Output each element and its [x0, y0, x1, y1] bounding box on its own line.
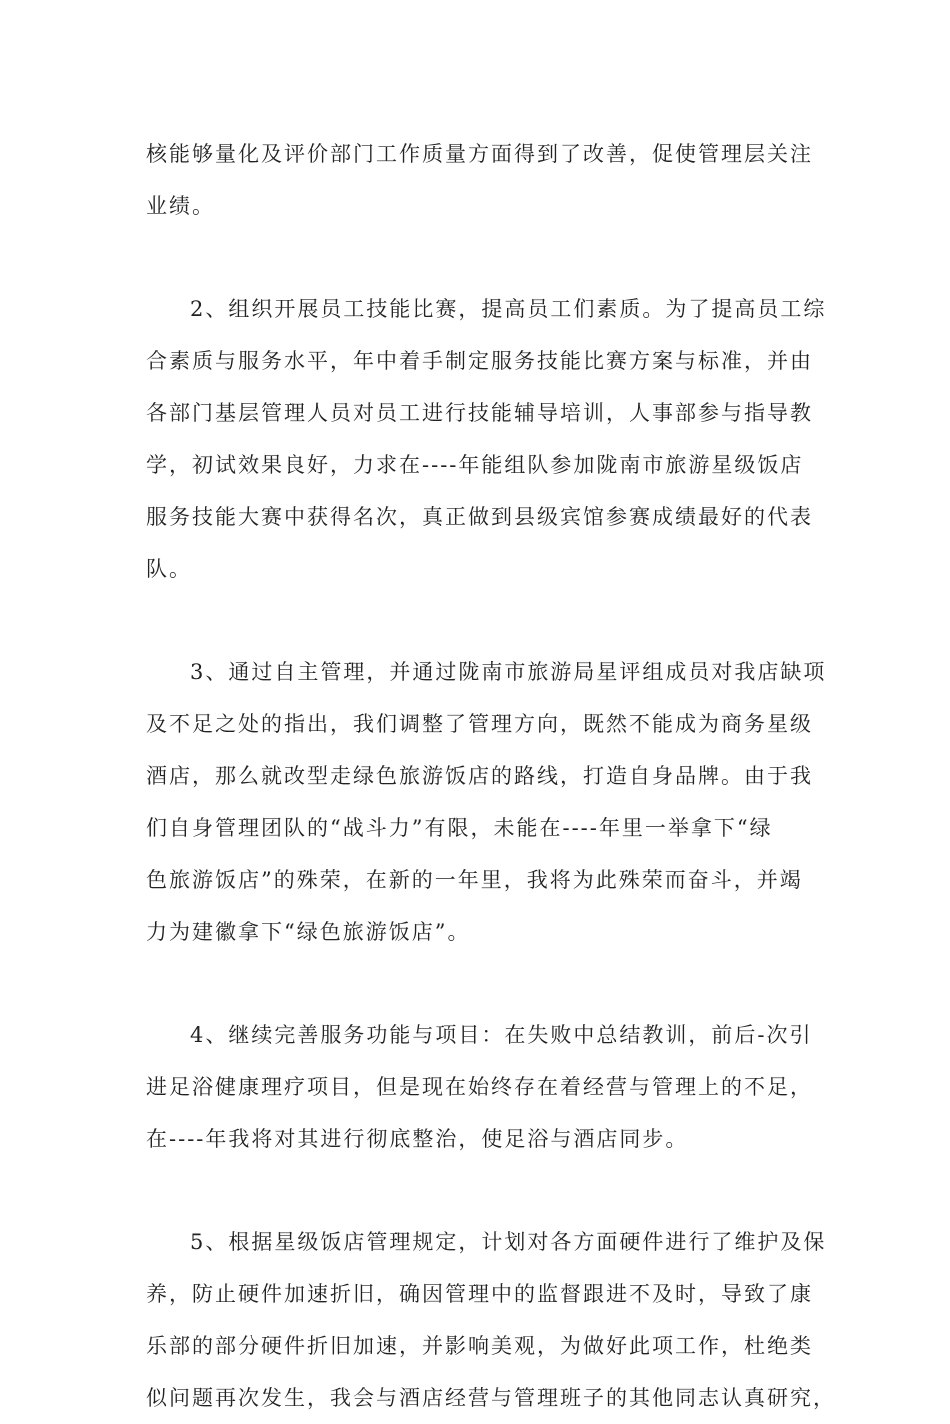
text-line: 合素质与服务水平，年中着手制定服务技能比赛方案与标准，并由: [146, 349, 813, 373]
text-line: 学，初试效果良好，力求在----年能组队参加陇南市旅游星级饭店: [146, 453, 804, 477]
paragraph-continuation: [146, 128, 813, 232]
text-line: 力为建徽拿下“绿色旅游饭店”。: [146, 920, 471, 944]
text-line: 4、继续完善服务功能与项目：在失败中总结教训，前后-次引: [190, 1023, 813, 1047]
text-line: 色旅游饭店”的殊荣，在新的一年里，我将为此殊荣而奋斗，并竭: [146, 868, 803, 892]
text-line: 进足浴健康理疗项目，但是现在始终存在着经营与管理上的不足，: [146, 1075, 813, 1099]
text-line: 业绩。: [146, 194, 215, 218]
text-line: 5、根据星级饭店管理规定，计划对各方面硬件进行了维护及保: [190, 1230, 827, 1254]
text-line: 2、组织开展员工技能比赛，提高员工们素质。为了提高员工综: [190, 297, 827, 321]
text-line: 各部门基层管理人员对员工进行技能辅导培训，人事部参与指导教: [146, 401, 813, 425]
paragraph-item-3: [146, 646, 827, 958]
text-line: 酒店，那么就改型走绿色旅游饭店的路线，打造自身品牌。由于我: [146, 764, 813, 788]
text-line: 3、通过自主管理，并通过陇南市旅游局星评组成员对我店缺项: [190, 660, 827, 684]
paragraph-item-2: [146, 283, 827, 595]
text-line: 似问题再次发生，我会与酒店经营与管理班子的其他同志认真研究，: [146, 1386, 836, 1410]
text-line: 在----年我将对其进行彻底整治，使足浴与酒店同步。: [146, 1127, 689, 1151]
text-line: 及不足之处的指出，我们调整了管理方向，既然不能成为商务星级: [146, 712, 813, 736]
document-body: [146, 128, 836, 1424]
text-line: 核能够量化及评价部门工作质量方面得到了改善，促使管理层关注: [146, 142, 813, 166]
text-line: 乐部的部分硬件折旧加速，并影响美观，为做好此项工作，杜绝类: [146, 1334, 813, 1358]
text-line: 们自身管理团队的“战斗力”有限，未能在----年里一举拿下“绿: [146, 816, 773, 840]
text-line: 服务技能大赛中获得名次，真正做到县级宾馆参赛成绩最好的代表: [146, 505, 813, 529]
text-line: 队。: [146, 557, 192, 581]
text-line: 养，防止硬件加速折旧，确因管理中的监督跟进不及时，导致了康: [146, 1282, 813, 1306]
paragraph-item-5: [146, 1216, 836, 1424]
paragraph-item-4: [146, 1009, 813, 1165]
